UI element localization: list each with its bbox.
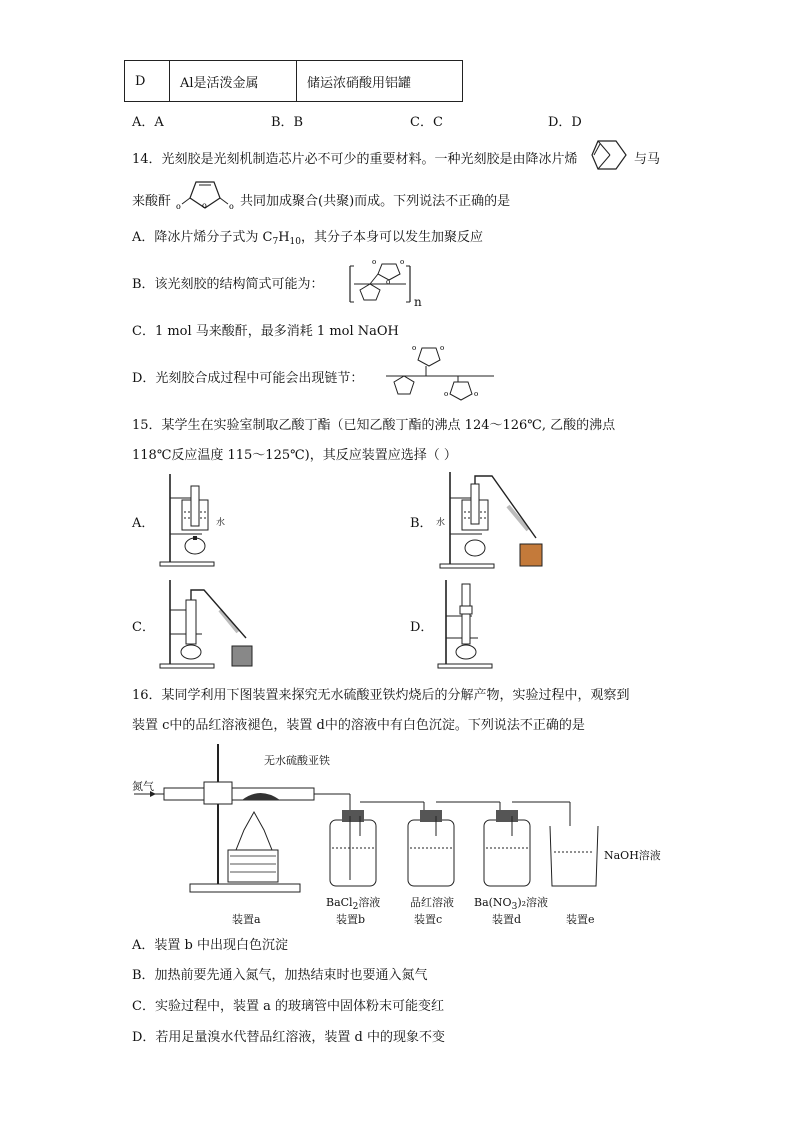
- table-row: [125, 61, 463, 102]
- q14-option-c: C．1 mol 马来酸酐，最多消耗 1 mol NaOH: [132, 324, 399, 339]
- device-c-label: 装置c: [414, 913, 443, 926]
- water-label-a: 水: [216, 518, 226, 528]
- q14-option-d: D．光刻胶合成过程中可能会出现链节：: [132, 371, 364, 386]
- q14-stem-line2-head: 来酸酐: [132, 194, 172, 209]
- svg-text:o: o: [400, 258, 405, 266]
- option-b: B．B: [271, 115, 304, 130]
- q16-stem-line2: 装置 c中的品红溶液褪色，装置 d中的溶液中有白色沉淀。下列说法不正确的是: [132, 718, 585, 733]
- q15-option-b-label: B．: [410, 516, 433, 531]
- barium-nitrate-solution-label: $Ba(NO_3)_2$溶液: [474, 896, 549, 912]
- svg-text:o: o: [202, 201, 207, 210]
- device-a-label: 装置a: [232, 913, 261, 926]
- svg-text:o: o: [440, 344, 445, 352]
- device-d-label: 装置d: [492, 913, 522, 926]
- table-cell: D: [125, 61, 170, 102]
- apparatus-d-reflux-tube: [436, 576, 496, 672]
- table-cell: Al是活泼金属: [170, 61, 297, 102]
- q16-option-d: D．若用足量溴水代替品红溶液，装置 d 中的现象不变: [132, 1030, 446, 1045]
- q15-option-a-label: A．: [132, 516, 155, 531]
- device-b-label: 装置b: [336, 913, 366, 926]
- naoh-solution-label: NaOH溶液: [604, 849, 661, 862]
- option-c: C．C: [410, 115, 443, 130]
- q16-option-b: B．加热前要先通入氮气，加热结束时也要通入氮气: [132, 968, 428, 983]
- svg-text:o: o: [444, 390, 449, 398]
- table-cell: 储运浓硝酸用铝罐: [297, 61, 463, 102]
- q14-option-b: B．该光刻胶的结构简式可能为：: [132, 277, 324, 292]
- q15-stem-line2: 118℃反应温度 115～125℃)，其反应装置应选择（ ）: [132, 448, 457, 463]
- q13-table: [124, 60, 463, 102]
- svg-text:o: o: [372, 258, 377, 266]
- apparatus-b-water-bath-condenser: [436, 468, 546, 572]
- svg-text:o: o: [386, 278, 391, 286]
- q16-option-c: C．实验过程中，装置 a 的玻璃管中固体粉末可能变红: [132, 999, 444, 1014]
- q15-option-c-label: C．: [132, 620, 155, 635]
- chain-segment-structure: [382, 340, 498, 402]
- q16-apparatus-diagram: [124, 740, 690, 930]
- q14-stem-line2-tail: 共同加成聚合(共聚)而成。下列说法不正确的是: [240, 194, 511, 209]
- q14-stem-line1: 14．光刻胶是光刻机制造芯片必不可少的重要材料。一种光刻胶是由降冰片烯: [132, 152, 578, 167]
- q14-stem-line1-tail: 与马: [634, 152, 661, 167]
- svg-text:o: o: [412, 344, 417, 352]
- q16-stem-line1: 16．某同学利用下图装置来探究无水硫酸亚铁灼烧后的分解产物，实验过程中，观察到: [132, 688, 630, 703]
- water-label-b: 水: [436, 518, 446, 528]
- photoresist-structure: [340, 250, 420, 306]
- svg-text:o: o: [474, 390, 479, 398]
- maleic-anhydride-structure: [174, 176, 238, 212]
- q15-option-d-label: D．: [410, 620, 434, 635]
- q14-option-a: A．降冰片烯分子式为 $C_7H_{10}$，其分子本身可以发生加聚反应: [132, 230, 484, 247]
- fuchsin-solution-label: 品红溶液: [410, 896, 454, 909]
- option-d: D．D: [548, 115, 582, 130]
- option-a: A．A: [132, 115, 164, 130]
- svg-text:o: o: [229, 202, 234, 211]
- svg-text:o: o: [176, 202, 181, 211]
- apparatus-c-direct-heat-condenser: [158, 576, 258, 672]
- nitrogen-label: 氮气: [132, 780, 154, 793]
- ferrous-sulfate-label: 无水硫酸亚铁: [264, 754, 330, 767]
- bacl2-solution-label: BaCl$_2$溶液: [326, 896, 381, 912]
- q15-stem-line1: 15．某学生在实验室制取乙酸丁酯（已知乙酸丁酯的沸点 124～126℃, 乙酸的沸点: [132, 418, 616, 433]
- norbornene-structure: [588, 137, 632, 173]
- device-e-label: 装置e: [566, 913, 595, 926]
- q16-option-a: A．装置 b 中出现白色沉淀: [132, 938, 288, 953]
- repeat-unit-n: n: [414, 295, 422, 309]
